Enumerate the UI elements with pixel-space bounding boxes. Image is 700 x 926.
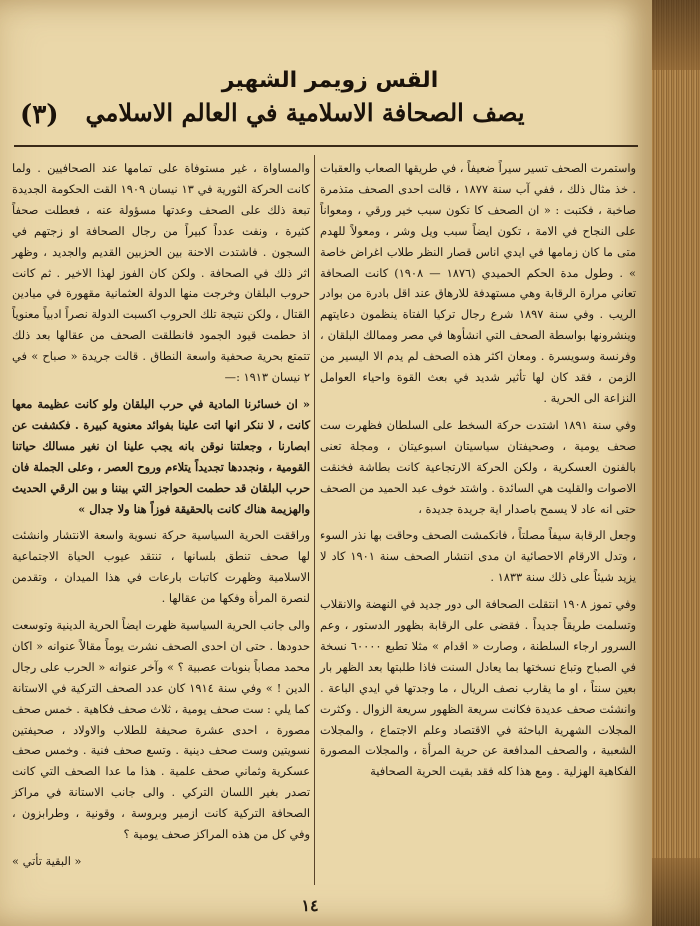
article-title: يصف الصحافة الاسلامية في العالم الاسلامي	[85, 98, 525, 127]
left-column	[12, 158, 310, 878]
continued-note: « البقية تأتي »	[12, 854, 82, 868]
paragraph: وفي سنة ١٨٩١ اشتدت حركة السخط على السلطان فظهرت ست صحف يومية ، وصحيفتان سياسيتان اسبوعيتان ، ومجلة تعنى بالفنون العسكرية ، ولكن الحركة الارتجاعية كانت بطاشة فخنقت الاصوات والقليت هي السائدة . واشتد خوف عبد الحميد من الصحف حتى انه عاد لا يسمح باصدار اية جريدة جديدة ،	[320, 417, 636, 516]
spine-shadow-bottom	[652, 858, 700, 926]
title-rule	[14, 145, 638, 147]
paragraph: والى جانب الحرية السياسية ظهرت ايضاً الحرية الدينية وتوسعت حدودها . حتى ان احدى الصحف نشرت يوماً مقالاً عنوانه « اكان محمد مصاباً بنوبات عصبية ؟ » وآخر عنوانه « الحرب على رجال الدين ! » وفي سنة ١٩١٤ كان عدد الصحف التركية في الاستانة كما يلي : ست صحف يومية ، ثلاث صحف فكاهية . خمس صحف مصورة ، احدى عشرة صحيفة للطلاب والاولاد ، صحيفتين نسويتين وست صحف دينية . وتسع صحف فنية . وخمس صحف عسكرية وثماني صحف علمية . هذا ما عدا الصحف التي كانت تصدر بغير اللسان التركي . والى جانب الاستانة في مراكز الصحافة التركية كانت ازمير وبروسة ، وقونية ، وطرابزون ، وفي كل من هذه المراكز صحف يومية ؟	[12, 618, 310, 842]
paragraph: واستمرت الصحف تسير سيراً ضعيفاً ، في طريقها الصعاب والعقبات . خذ مثال ذلك ، ففي آب سنة ١٨٧٧ ، قالت احدى الصحف متذمرة صاخبة ، فكتبت : « ان الصحف كا تكون سبب خير ورقي ، ومعواناً على النجاح في الامة ، تكون ايضاً سبب ويل وشر ، ومعولاً للهدم متى ما كان زمامها في ايدي اناس قصار النظر طلاب اغراض خاصة » . وطول مدة الحكم الحميدي (١٨٧٦ — ١٩٠٨) كانت الصحافة تعاني مرارة الرقابة وهي مستهدفة للارهاق عند اقل بادرة من بوادر الريب . وفي سنة ١٨٩٧ شرع رجال تركيا الفتاة ينظمون دعايتهم وينشرونها بواسطة الصحف التي انشأوها في مصر وممالك البلقان ، وفرنسة وسويسرة . ومعان اكثر هذه الصحف لم يدم الا اليسير من الزمن ، فقد كان لها تأثير شديد في بعث القوة واحياء العوامل النزاعة الى الحرية .	[320, 161, 636, 405]
paragraph: وفي تموز ١٩٠٨ انتقلت الصحافة الى دور جديد في النهضة والانقلاب وتسلمت طريقاً جديداً . فقضى على الرقابة بظهور الدستور ، وعم السرور ارجاء السلطنة ، وصارت « اقدام » مثلا تطبع ٦٠٠٠٠ نسخة في الصباح وتباع نسختها بما يعادل السنت فاذا طلبتها بعد الظهر بار بعين سنتاً ، او ما يقارب نصف الريال ، ما وجدتها في ايدي الباعة . وانشئت صحف عديدة فكانت سريعة الظهور سريعة الزوال . وكثرت المجلات الشهرية الباحثة في الاقتصاد وعلم الاجتماع ، والمجلات الشعبية ، والصحف المدافعة عن حرية المرأة ، والمجلات المصورة الفكاهية الهزلية . ومع هذا كله فقد بقيت الحرية الصحافية	[320, 597, 636, 779]
quote-paragraph: « ان خسائرنا المادية في حرب البلقان ولو كانت عظيمة معها كانت ، لا ننكر انها اتت علينا بفوائد معنوية كبيرة . فكشفت عن ابصارنا ، وجعلتنا نوقن بانه يجب علينا ان نغير مسالك حياتنا القومية ، ونجددها تجديداً يتلاءم وروح العصر ، وعلى الجملة فان حرب البلقان قد حطمت الحواجز التي بيننا و بين الرقي الحديث والهزيمة هناك كانت بالحقيقة فوزاً هنا ولا جدال »	[12, 396, 310, 516]
book-spine	[652, 0, 700, 926]
page-number: ١٤	[301, 896, 319, 915]
supertitle: القس زويمر الشهير	[221, 68, 439, 93]
spine-shadow-top	[652, 0, 700, 70]
part-number: (٣)	[20, 100, 59, 130]
paragraph: وراققت الحرية السياسية حركة نسوية واسعة الانتشار وانشئت لها صحف تنطق بلسانها ، تنتقد عيوب الحياة الاجتماعية الاسلامية وظهرت كاتبات بارعات في هذا الميدان ، وتقدمن لنصرة المرأة وفكها من عقالها .	[12, 528, 310, 606]
paragraph: والمساواة ، غير مستوفاة على تمامها عند الصحافيين . ولما كانت الحركة الثورية في ١٣ نيسان ١٩٠٩ القت الحكومة الجديدة تبعة ذلك على الصحف وعدتها مسؤولة عنه ، فعطلت صحفاً كثيرة ، ونفت عدداً كبيراً من رجال الصحافة او زجتهم في السجون . فاشتدت الاحنة بين الحزبين القديم والجديد ، وظهر اثر ذلك في الصحافة . ولكن كان الفوز لهذا الاخير . ثم كانت حروب البلقان وخرجت منها الدولة العثمانية مقهورة في ميادين القتال ، ولكن نتيجة تلك الحروب اكسبت الدولة نصراً ادبياً معنوياً اذ حطمت قيود الجمود فانطلقت الصحف من عقالها بعد ذلك تتمتع بحرية صحفية واسعة النطاق . قالت جريدة « صباح » في ٢ نيسان ١٩١٣ :—	[12, 161, 310, 385]
right-column	[320, 158, 636, 788]
column-divider	[314, 155, 315, 885]
paragraph: وجعل الرقابة سيفاً مصلتاً ، فانكمشت الصحف وحاقت بها نذر السوء ، وتدل الارقام الاحصائية ان مدى انتشار الصحف سنة ١٩٠١ كاد لا يزيد شيئاً على ذلك سنة ١٨٣٣ .	[320, 528, 636, 585]
